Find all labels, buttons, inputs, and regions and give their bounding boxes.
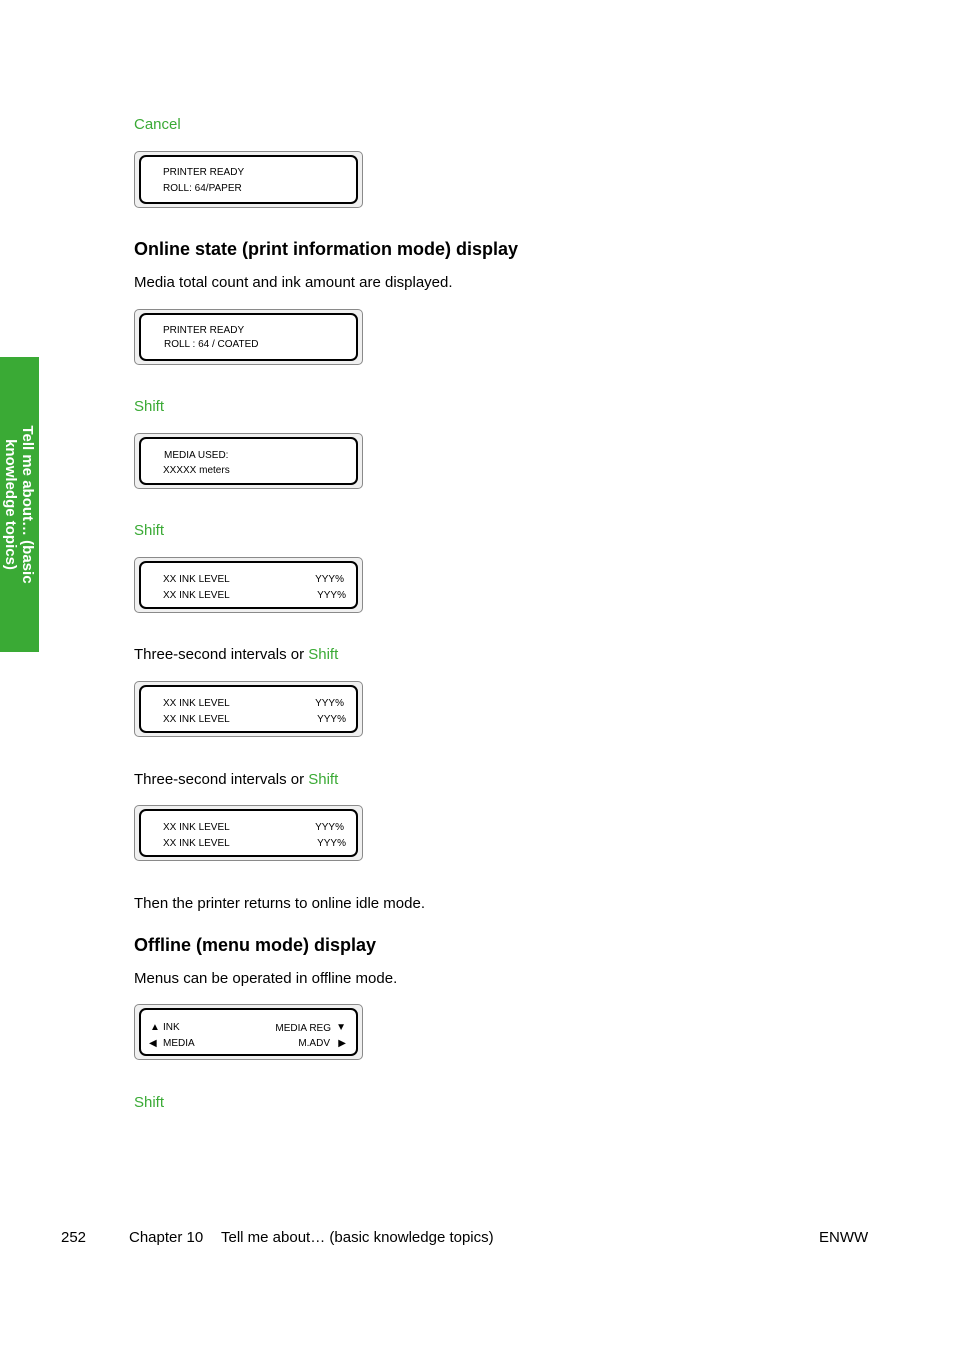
ink-level-label: XX INK LEVEL xyxy=(163,574,230,585)
lcd-display-media-used xyxy=(134,433,363,489)
lcd-display-online xyxy=(134,309,363,365)
side-tab xyxy=(0,357,39,652)
lcd-display-menu xyxy=(134,1004,363,1060)
menu-ink: INK xyxy=(163,1022,180,1033)
ink-level-label: XX INK LEVEL xyxy=(163,698,230,709)
lcd-display-ink-level-3 xyxy=(134,805,363,861)
lcd-display-cancel xyxy=(134,151,363,208)
lcd-display-ink-level-1 xyxy=(134,557,363,613)
left-arrow-icon: ◀ xyxy=(149,1038,157,1049)
lcd-line-1: MEDIA USED: xyxy=(164,450,229,461)
ink-level-value: YYY% xyxy=(315,574,344,585)
interval-instruction xyxy=(134,646,338,664)
down-arrow-icon: ▼ xyxy=(336,1022,346,1033)
side-tab-line-2: knowledge topics) xyxy=(2,439,20,570)
offline-section-heading: Offline (menu mode) display xyxy=(134,935,377,955)
footer-chapter: Chapter 10 xyxy=(129,1229,204,1246)
offline-section-description: Menus can be operated in offline mode. xyxy=(134,970,398,987)
footer-chapter-title: Tell me about… (basic knowledge topics) xyxy=(221,1229,494,1246)
menu-m-adv: M.ADV xyxy=(298,1038,330,1049)
return-idle-note: Then the printer returns to online idle mode. xyxy=(134,895,425,912)
lcd-display-ink-level-2 xyxy=(134,681,363,737)
online-section-heading: Online state (print information mode) display xyxy=(134,239,519,259)
up-arrow-icon: ▲ xyxy=(150,1022,160,1033)
ink-level-value: YYY% xyxy=(315,698,344,709)
footer-locale: ENWW xyxy=(819,1229,869,1246)
menu-media: MEDIA xyxy=(163,1038,195,1049)
page-number: 252 xyxy=(61,1229,87,1246)
shift-key-label: Shift xyxy=(308,771,339,788)
ink-level-value: YYY% xyxy=(317,590,346,601)
interval-instruction xyxy=(134,771,338,789)
menu-media-reg: MEDIA REG xyxy=(275,1023,331,1034)
ink-level-label: XX INK LEVEL xyxy=(163,714,230,725)
ink-level-label: XX INK LEVEL xyxy=(163,822,230,833)
interval-text: Three-second intervals or xyxy=(134,771,309,788)
right-arrow-icon: ▶ xyxy=(338,1038,346,1049)
ink-level-label: XX INK LEVEL xyxy=(163,590,230,601)
ink-level-label: XX INK LEVEL xyxy=(163,838,230,849)
shift-key-label: Shift xyxy=(134,1094,165,1111)
shift-key-label: Shift xyxy=(308,646,339,663)
shift-key-label: Shift xyxy=(134,398,165,415)
side-tab-line-1: Tell me about… (basic xyxy=(19,425,37,584)
side-tab-label xyxy=(0,357,39,652)
lcd-line-2: XXXXX meters xyxy=(163,465,230,476)
shift-key-label: Shift xyxy=(134,522,165,539)
interval-text: Three-second intervals or xyxy=(134,646,309,663)
ink-level-value: YYY% xyxy=(315,822,344,833)
lcd-line-1: PRINTER READY xyxy=(163,325,245,336)
lcd-line-1: PRINTER READY xyxy=(163,167,245,178)
ink-level-value: YYY% xyxy=(317,714,346,725)
online-section-description: Media total count and ink amount are displayed. xyxy=(134,274,453,291)
lcd-line-2: ROLL: 64/PAPER xyxy=(163,183,242,194)
cancel-key-label: Cancel xyxy=(134,116,181,133)
lcd-line-2: ROLL : 64 / COATED xyxy=(164,339,259,350)
ink-level-value: YYY% xyxy=(317,838,346,849)
